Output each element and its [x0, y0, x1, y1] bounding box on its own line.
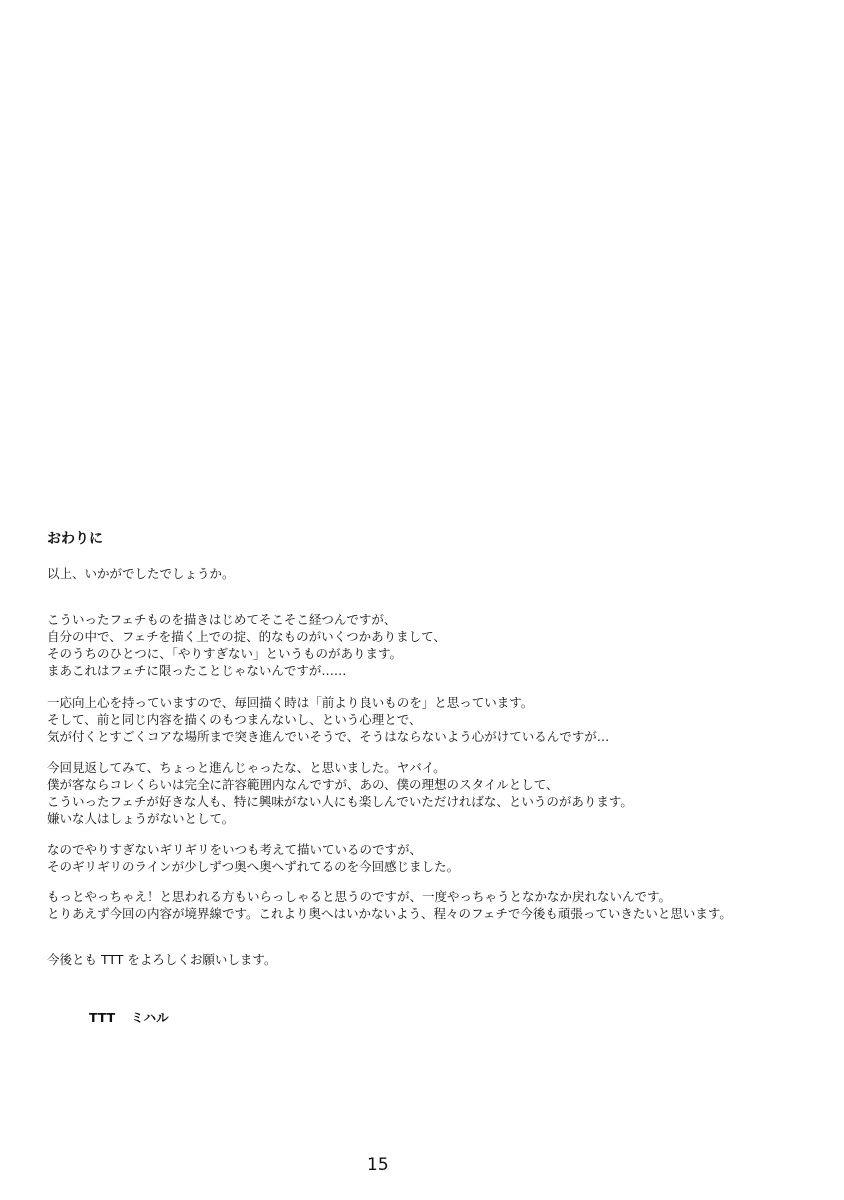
text-line: こういったフェチものを描きはじめてそこそこ経つんですが、 [47, 612, 397, 627]
page-number: 15 [367, 1155, 389, 1175]
text-line: もっとやっちゃえ！と思われる方もいらっしゃると思うのですが、一度やっちゃうとなかなか戻れないんです。 [47, 889, 672, 904]
text-line: そして、前と同じ内容を描くのもつまんないし、という心理とで、 [47, 712, 422, 727]
text-line: とりあえず今回の内容が境界線です。これより奥へはいかないよう、程々のフェチで今後も頑張っていきたいと思います。 [47, 906, 732, 921]
text-line: 今回見返してみて、ちょっと進んじゃったな、と思いました。ヤバイ。 [47, 760, 446, 775]
text-line: 今後とも TTT をよろしくお願いします。 [47, 952, 277, 967]
text-line: まあこれはフェチに限ったことじゃないんですが…… [47, 663, 347, 678]
text-line: 一応向上心を持っていますので、毎回描く時は「前より良いものを」と思っています。 [47, 695, 534, 710]
text-line: そのうちのひとつに、「やりすぎない」というものがあります。 [47, 646, 403, 661]
signature-author: ミハル [131, 1010, 169, 1025]
text-line: 僕が客ならコレくらいは完全に許容範囲内なんですが、あの、僕の理想のスタイルとして、 [47, 777, 559, 792]
text-line: 以上、いかがでしたでしょうか。 [47, 566, 235, 581]
afterword-heading: おわりに [47, 531, 103, 547]
text-line: 嫌いな人はしょうがないとして。 [47, 811, 235, 826]
signature [89, 1010, 169, 1026]
text-line: 自分の中で、フェチを描く上での掟、的なものがいくつかありまして、 [47, 629, 446, 644]
text-line: こういったフェチが好きな人も、特に興味がない人にも楽しんでいただければな、というのがあります。 [47, 794, 633, 809]
text-line: そのギリギリのラインが少しずつ奥へ奥へずれてるのを今回感じました。 [47, 859, 460, 874]
text-line: なのでやりすぎないギリギリをいつも考えて描いているのですが、 [47, 842, 423, 857]
text-line: 気が付くとすごくコアな場所まで突き進んでいそうで、そうはならないよう心がけているんですが… [47, 729, 610, 744]
signature-circle: TTT [89, 1010, 116, 1025]
